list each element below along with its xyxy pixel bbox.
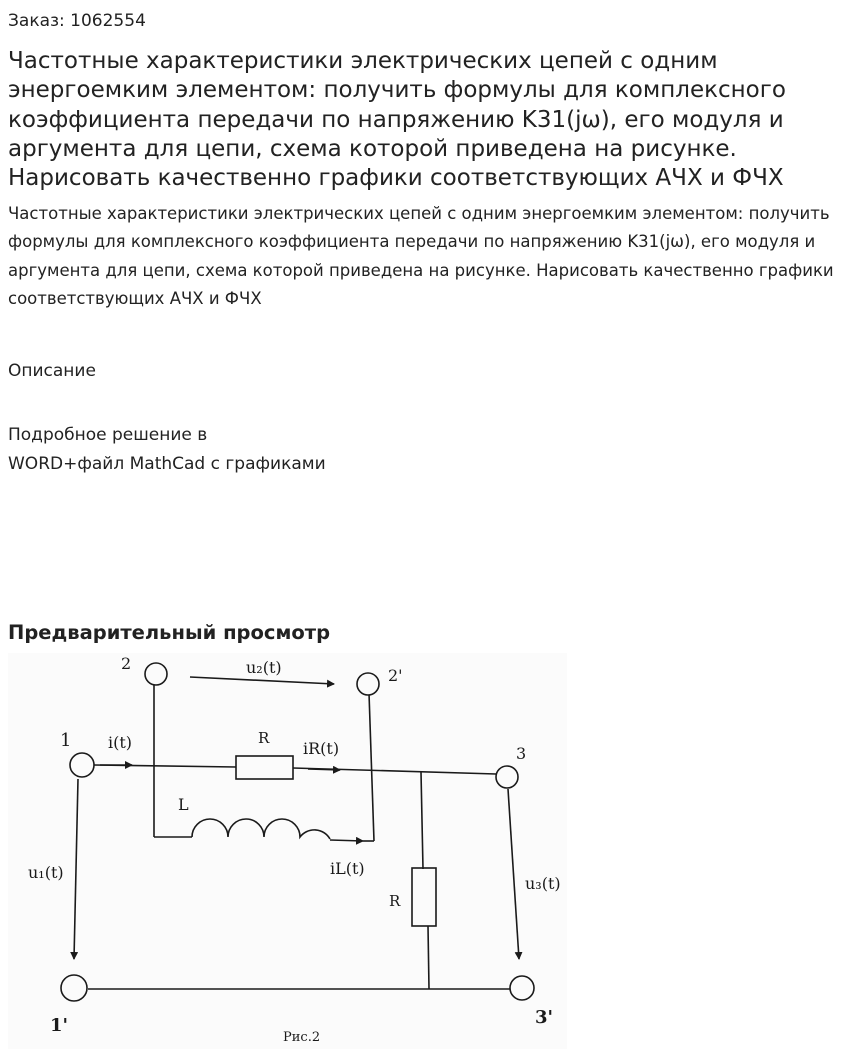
voltage-u1-arrow xyxy=(74,779,78,959)
label-i: i(t) xyxy=(108,733,133,752)
label-node-3-prime: 3' xyxy=(535,1007,554,1028)
wire-shunt-top xyxy=(421,772,423,869)
label-ir: iR(t) xyxy=(303,739,340,758)
inductor xyxy=(192,819,330,839)
current-ir-arrow xyxy=(308,769,340,770)
detail-line-2: WORD+файл MathCad с графиками xyxy=(8,454,326,474)
label-r-shunt: R xyxy=(389,892,401,910)
preview-heading: Предварительный просмотр xyxy=(8,621,331,644)
detail-line-1: Подробное решение в xyxy=(8,425,208,445)
wire-node2p-down xyxy=(369,693,374,841)
label-node-1-prime: 1' xyxy=(50,1015,69,1036)
solution-details xyxy=(8,421,508,479)
circuit-diagram xyxy=(8,653,567,1049)
description-heading: Описание xyxy=(8,361,96,381)
label-u1: u₁(t) xyxy=(28,863,64,882)
current-il-arrow xyxy=(330,840,363,841)
terminal-3-prime xyxy=(510,976,534,1000)
terminal-3 xyxy=(496,766,518,788)
label-r-series: R xyxy=(258,729,270,747)
label-node-3: 3 xyxy=(516,744,527,763)
terminal-1 xyxy=(70,753,94,777)
resistor-series xyxy=(236,756,293,779)
figure-caption: Рис.2 xyxy=(283,1030,321,1045)
terminal-1-prime xyxy=(61,975,87,1001)
label-u2: u₂(t) xyxy=(246,658,282,677)
label-node-1: 1 xyxy=(60,730,72,751)
voltage-u2-arrow xyxy=(190,677,334,684)
description-text: Частотные характеристики электрических цепей с одним энергоемким элементом: получить формулы для комплексного коэффициента передачи по напряжению K31(jω), его модуля и аргумента для цепи, схема которой приведена на рисунке. Нарисовать качественно графики соответствующих АЧХ и ФЧХ xyxy=(8,204,834,309)
voltage-u3-arrow xyxy=(508,789,519,959)
label-u3: u₃(t) xyxy=(525,874,561,893)
order-number: Заказ: 1062554 xyxy=(8,11,146,31)
circuit-preview-image xyxy=(8,653,567,1049)
wire-shunt-bottom xyxy=(428,926,429,989)
label-il: iL(t) xyxy=(330,859,365,878)
label-l: L xyxy=(178,795,189,814)
resistor-shunt xyxy=(412,868,436,926)
terminal-2-prime xyxy=(357,673,379,695)
label-node-2: 2 xyxy=(121,654,132,673)
terminal-2 xyxy=(145,663,167,685)
page-title: Частотные характеристики электрических цепей с одним энергоемким элементом: получить формулы для комплексного коэффициента передачи по напряжению K31(jω), его модуля и аргумента для цепи, схема которой приведена на рисунке. Нарисовать качественно графики соответствующих АЧХ и ФЧХ xyxy=(8,48,786,192)
label-node-2-prime: 2' xyxy=(388,666,403,685)
